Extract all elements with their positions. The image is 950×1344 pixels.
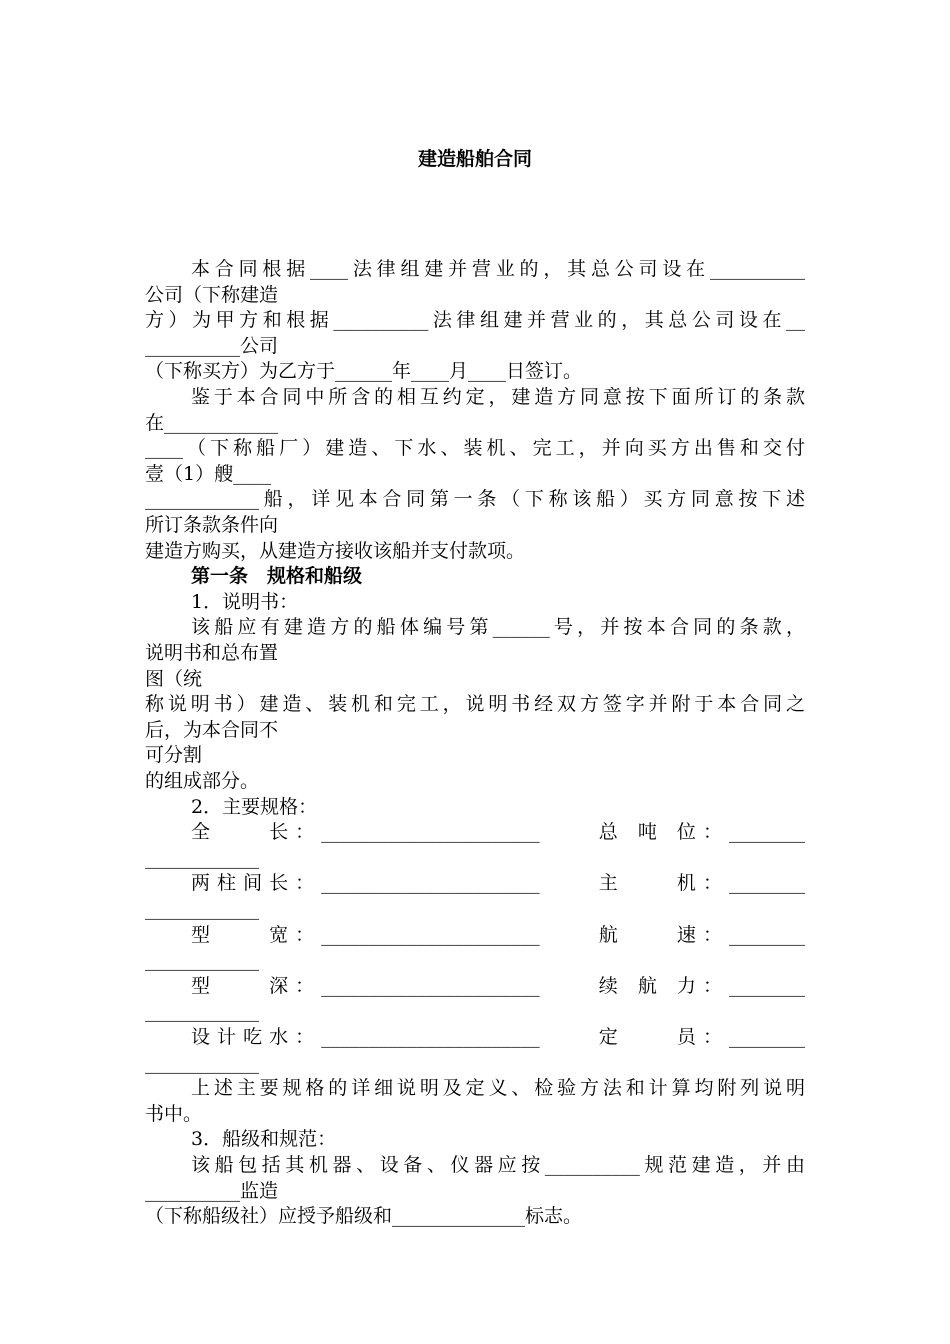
spec-line: 型 深：_______________________ 续 航 力：________ — [191, 975, 805, 997]
paragraph-line: 在____________ — [145, 412, 279, 434]
document-title: 建造船舶合同 — [417, 148, 532, 170]
paragraph-line: 所订条款条件向 — [145, 514, 279, 536]
paragraph-line: 该船应有建造方的船体编号第______号，并按本合同的条款， — [191, 616, 805, 638]
paragraph-line: 说明书和总布置 — [145, 642, 279, 664]
paragraph-line: 壹（1）艘____ — [145, 463, 272, 485]
spec-line: 全 长：_______________________ 总 吨 位：________ — [191, 821, 805, 843]
paragraph-line: 图（统 — [145, 668, 203, 690]
subsection-heading: 3．船级和规范： — [191, 1128, 337, 1150]
spec-line: 设计吃水：_______________________ 定 员：________ — [191, 1026, 805, 1048]
subsection-heading: 1．说明书： — [191, 591, 299, 613]
paragraph-line: __________监造 — [145, 1180, 279, 1202]
paragraph-line: 公司（下称建造 — [145, 284, 279, 306]
section-heading: 第一条 规格和船级 — [191, 565, 363, 587]
subsection-heading: 2．主要规格： — [191, 796, 318, 818]
paragraph-line: __________公司 — [145, 335, 279, 357]
paragraph-line: 上述主要规格的详细说明及定义、检验方法和计算均附列说明 — [191, 1077, 805, 1099]
paragraph-line: 本合同根据____法律组建并营业的，其总公司设在__________ — [191, 258, 805, 280]
paragraph-line: 书中。 — [145, 1103, 203, 1125]
paragraph-line: 的组成部分。 — [145, 770, 260, 792]
spec-line: ____________ — [145, 847, 259, 869]
spec-line: 两柱间长：_______________________ 主 机：________ — [191, 872, 805, 894]
spec-line: ____________ — [145, 898, 259, 920]
spec-line: ____________ — [145, 949, 259, 971]
paragraph-line: ____________船，详见本合同第一条（下称该船）买方同意按下述 — [145, 488, 805, 510]
paragraph-line: （下称船级社）应授予船级和______________标志。 — [145, 1205, 583, 1227]
spec-line: ____________ — [145, 1052, 259, 1074]
paragraph-line: 可分割 — [145, 744, 203, 766]
paragraph-line: 建造方购买，从建造方接收该船并支付款项。 — [145, 540, 526, 562]
paragraph-line: 鉴于本合同中所含的相互约定，建造方同意按下面所订的条款 — [191, 386, 805, 408]
spec-line: ____________ — [145, 1000, 259, 1022]
spec-line: 型 宽：_______________________ 航 速：________ — [191, 924, 805, 946]
paragraph-line: 方）为甲方和根据__________法律组建并营业的，其总公司设在__ — [145, 309, 805, 331]
paragraph-line: 称说明书）建造、装机和完工，说明书经双方签字并附于本合同之 — [145, 693, 805, 715]
paragraph-line: ____（下称船厂）建造、下水、装机、完工，并向买方出售和交付 — [145, 437, 805, 459]
paragraph-line: 该船包括其机器、设备、仪器应按__________规范建造，并由 — [191, 1154, 805, 1176]
paragraph-line: （下称买方）为乙方于______年____月____日签订。 — [145, 360, 583, 382]
paragraph-line: 后，为本合同不 — [145, 719, 279, 741]
